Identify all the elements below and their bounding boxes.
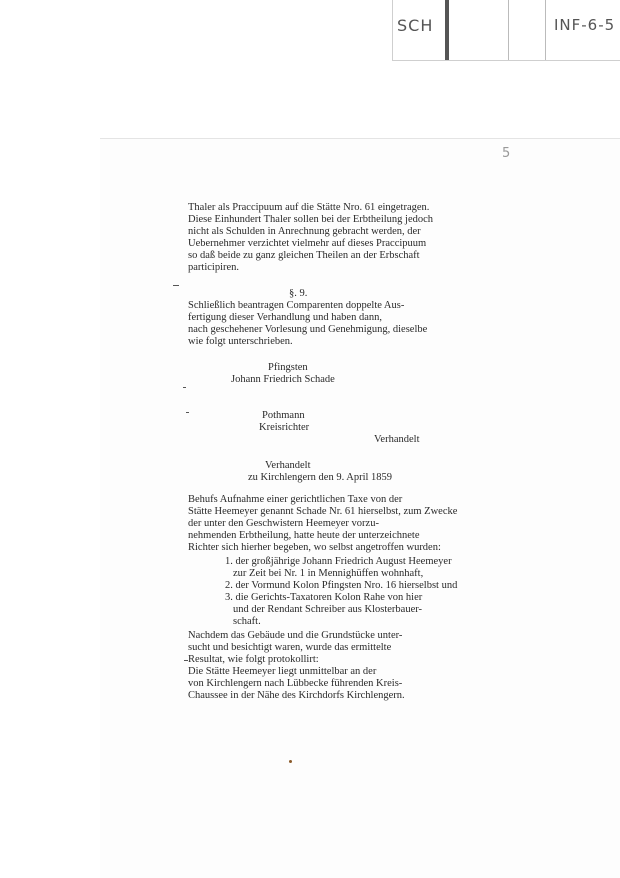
- tab-divider-thick: [445, 0, 449, 60]
- signature-pothmann: Pothmann: [262, 410, 305, 421]
- p4-line-6: Chaussee in der Nähe des Kirchdorfs Kirchlengern.: [188, 690, 405, 701]
- margin-dash: [186, 412, 189, 413]
- list-item-1-cont: zur Zeit bei Nr. 1 in Mennighüffen wohnhaft,: [233, 568, 424, 579]
- ink-dot: [289, 760, 292, 763]
- handwritten-right-label: INF-6-5: [554, 16, 616, 34]
- p2-line-4: wie folgt unterschrieben.: [188, 336, 293, 347]
- heading-verhandelt: Verhandelt: [265, 460, 311, 471]
- p3-line-5: Richter sich hierher begeben, wo selbst angetroffen wurden:: [188, 542, 441, 553]
- p1-line-5: so daß beide zu ganz gleichen Theilen an der Erbschaft: [188, 250, 420, 261]
- handwritten-left-label: SCH: [397, 16, 434, 35]
- p3-line-1: Behufs Aufnahme einer gerichtlichen Taxe von der: [188, 494, 403, 505]
- margin-dash: [173, 285, 179, 286]
- signature-schade: Johann Friedrich Schade: [231, 374, 335, 385]
- p4-line-2: sucht und besichtigt waren, wurde das ermittelte: [188, 642, 392, 653]
- section-heading: §. 9.: [289, 288, 308, 299]
- p4-line-3: Resultat, wie folgt protokollirt:: [188, 654, 319, 665]
- list-item-3-cont-2: schaft.: [233, 616, 261, 627]
- tab-divider-thin-2: [545, 0, 546, 60]
- p1-line-2: Diese Einhundert Thaler sollen bei der Erbtheilung jedoch: [188, 214, 434, 225]
- margin-dash: [183, 387, 186, 388]
- p1-line-4: Uebernehmer verzichtet vielmehr auf dieses Praccipuum: [188, 238, 427, 249]
- p1-line-6: participiren.: [188, 262, 240, 273]
- list-item-2: 2. der Vormund Kolon Pfingsten Nro. 16 hierselbst und: [225, 580, 458, 591]
- p3-line-3: der unter den Geschwistern Heemeyer vorzu-: [188, 518, 379, 529]
- p2-line-2: fertigung dieser Verhandlung und haben dann,: [188, 312, 383, 323]
- verhandelt-right: Verhandelt: [374, 434, 420, 445]
- signature-pfingsten: Pfingsten: [268, 362, 308, 373]
- heading-date: zu Kirchlengern den 9. April 1859: [248, 472, 393, 483]
- p2-line-1: Schließlich beantragen Comparenten doppelte Aus-: [188, 300, 405, 311]
- tab-divider-thin-1: [508, 0, 509, 60]
- p1-line-3: nicht als Schulden in Anrechnung gebracht werden, der: [188, 226, 421, 237]
- p4-line-5: von Kirchlengern nach Lübbecke führenden Kreis-: [188, 678, 403, 689]
- p2-line-3: nach geschehener Vorlesung und Genehmigung, dieselbe: [188, 324, 428, 335]
- p3-line-4: nehmenden Erbtheilung, hatte heute der unterzeichnete: [188, 530, 420, 541]
- p4-line-1: Nachdem das Gebäude und die Grundstücke unter-: [188, 630, 403, 641]
- p1-line-1: Thaler als Praccipuum auf die Stätte Nro. 61 eingetragen.: [188, 202, 430, 213]
- list-item-3: 3. die Gerichts-Taxatoren Kolon Rahe von hier: [225, 592, 423, 603]
- signature-kreisrichter: Kreisrichter: [259, 422, 310, 433]
- p3-line-2: Stätte Heemeyer genannt Schade Nr. 61 hierselbst, zum Zwecke: [188, 506, 458, 517]
- list-item-1: 1. der großjährige Johann Friedrich August Heemeyer: [225, 556, 452, 567]
- list-item-3-cont: und der Rendant Schreiber aus Klosterbauer-: [233, 604, 423, 615]
- page-number: 5: [502, 146, 511, 161]
- p4-line-4: Die Stätte Heemeyer liegt unmittelbar an der: [188, 666, 377, 677]
